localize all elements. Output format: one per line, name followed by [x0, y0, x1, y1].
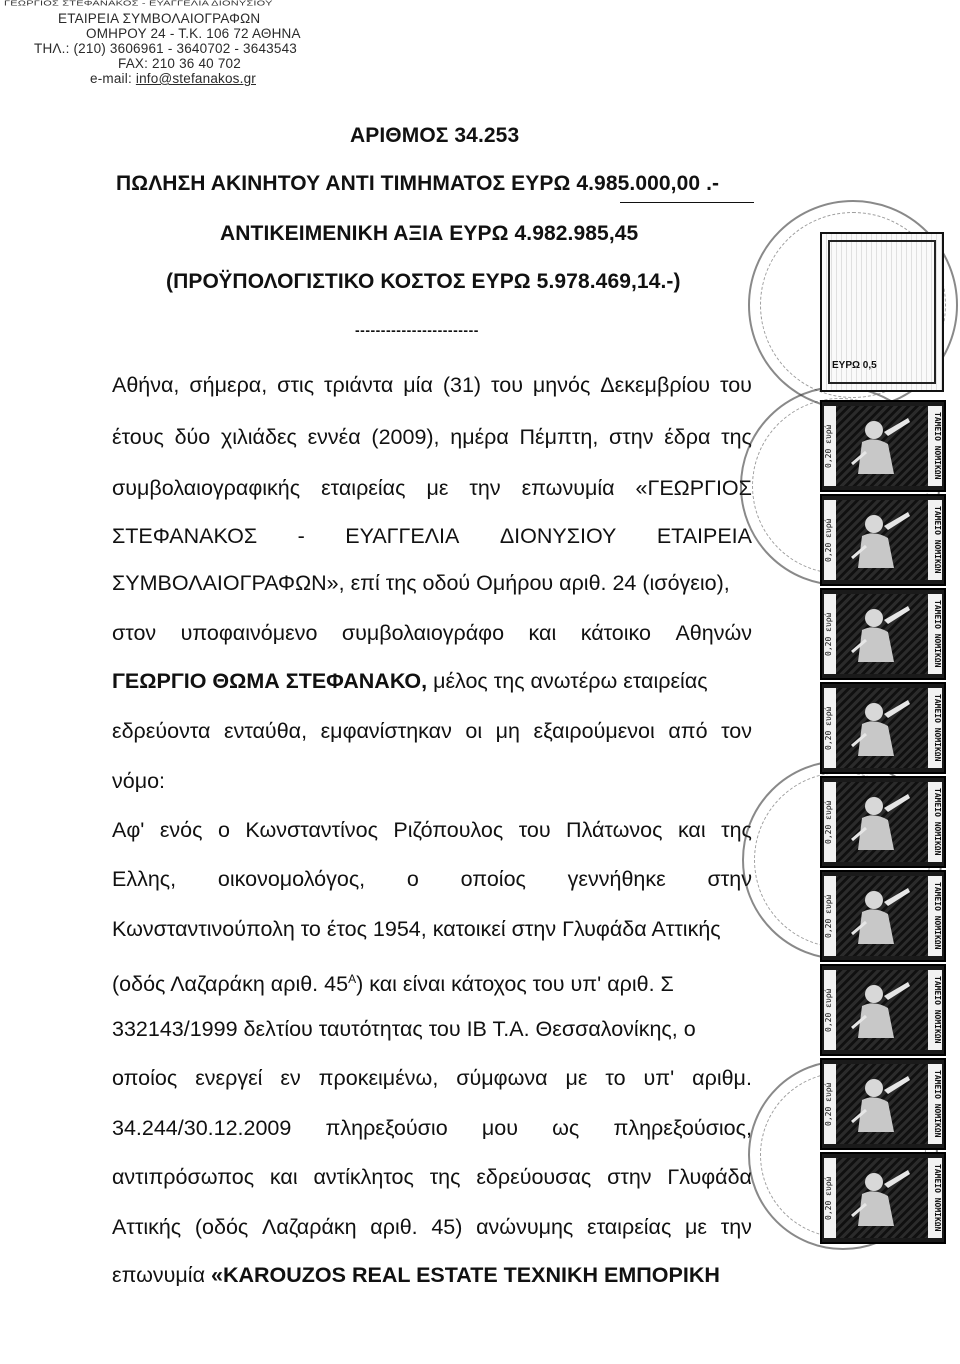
word: ανώνυμης [476, 1215, 574, 1239]
word: και [269, 1165, 298, 1189]
word: ΕΥΑΓΓΕΛΙΑ [345, 524, 460, 548]
stamp-denomination: 0,20 ευρώ [824, 876, 836, 956]
word: και [528, 621, 557, 645]
sale-title: ΠΩΛΗΣΗ ΑΚΙΝΗΤΟΥ ΑΝΤΙ ΤΙΜΗΜΑΤΟΣ ΕΥΡΩ 4.985.000,00 .- [116, 172, 720, 195]
revenue-stamp [820, 776, 946, 868]
stamp-value: ΕΥΡΩ 0,5 [832, 360, 877, 371]
word: ημέρα [450, 425, 509, 449]
word: και [677, 818, 706, 842]
body-line [112, 1262, 720, 1288]
word: της [721, 818, 752, 842]
stamp-issuer: ΤΑΜΕΙΟ ΝΟΜΙΚΩΝ [928, 594, 942, 674]
objective-value: ΑΝΤΙΚΕΙΜΕΝΙΚΗ ΑΞΙΑ ΕΥΡΩ 4.982.985,45 [220, 222, 639, 245]
word: εδρεύουσας [476, 1165, 592, 1189]
stamp-denomination: 0,20 ευρώ [824, 782, 836, 862]
word: δύο [174, 425, 211, 449]
stamp-issuer: ΤΑΜΕΙΟ ΝΟΜΙΚΩΝ [928, 782, 942, 862]
word: οικονομολόγος, [217, 867, 366, 891]
letterhead [0, 0, 340, 86]
revenue-stamp [820, 870, 946, 962]
word: αντιπρόσωπος [112, 1165, 255, 1189]
stamp-denomination: 0,20 ευρώ [824, 1158, 836, 1238]
revenue-stamp [820, 964, 946, 1056]
revenue-stamp [820, 682, 946, 774]
word: του [518, 818, 551, 842]
word: Γλυφάδα [667, 1165, 752, 1189]
word: 45) [431, 1215, 463, 1239]
word: πληρεξούσιο [325, 1116, 448, 1140]
body-line [112, 817, 752, 843]
budget-cost: (ΠΡΟΫΠΟΛΟΓΙΣΤΙΚΟ ΚΟΣΤΟΣ ΕΥΡΩ 5.978.469,14.-) [166, 270, 681, 293]
word: με [565, 1066, 588, 1090]
word: συμβολαιογραφικής [112, 476, 301, 500]
price-underline [620, 202, 754, 203]
justice-figure-icon [844, 694, 914, 764]
word: οποίος [112, 1066, 178, 1090]
body-line [112, 1115, 752, 1141]
word: εν [280, 1066, 301, 1090]
stamp-issuer: ΤΑΜΕΙΟ ΝΟΜΙΚΩΝ [928, 688, 942, 768]
word: εδρεύοντα [112, 719, 211, 743]
word: αριθ. [370, 1215, 418, 1239]
word: ο [217, 818, 230, 842]
letterhead-email [0, 71, 340, 86]
body-line [112, 620, 752, 646]
letterhead-address: ΟΜΗΡΟΥ 24 - Τ.Κ. 106 72 ΑΘΗΝΑ [86, 26, 301, 41]
word: εξαιρούμενοι [533, 719, 655, 743]
word: έτους [112, 425, 164, 449]
body-line [112, 372, 752, 398]
word: μη [495, 719, 521, 743]
word: εννέα [307, 425, 361, 449]
stamp-issuer: ΤΑΜΕΙΟ ΝΟΜΙΚΩΝ [928, 876, 942, 956]
body-line [112, 523, 752, 549]
stamp-issuer: ΤΑΜΕΙΟ ΝΟΜΙΚΩΝ [928, 500, 942, 580]
stamp-denomination: 0,20 ευρώ [824, 594, 836, 674]
body-line [112, 1164, 752, 1190]
stamp-issuer: ΤΑΜΕΙΟ ΝΟΜΙΚΩΝ [928, 1158, 942, 1238]
word: μου [481, 1116, 518, 1140]
word: σήμερα, [189, 373, 268, 397]
word: Δεκεμβρίου [600, 373, 711, 397]
revenue-stamps [812, 232, 950, 1280]
word: σύμφωνα [456, 1066, 548, 1090]
word: της [721, 425, 752, 449]
body-line [112, 424, 752, 450]
word: πληρεξούσιος, [613, 1116, 752, 1140]
justice-figure-icon [844, 976, 914, 1046]
word: με [426, 476, 449, 500]
email-label: e-mail: [90, 71, 132, 86]
stamp-denomination: 0,20 ευρώ [824, 406, 836, 486]
body-line [112, 966, 674, 997]
word: Αθηνών [675, 621, 752, 645]
word: (31) [442, 373, 482, 397]
stamp-denomination: 0,20 ευρώ [824, 688, 836, 768]
word: ο [406, 867, 419, 891]
stamp-issuer: ΤΑΜΕΙΟ ΝΟΜΙΚΩΝ [928, 1064, 942, 1144]
word: στις [277, 373, 315, 397]
justice-figure-icon [844, 506, 914, 576]
word: υπ' [643, 1066, 675, 1090]
letterhead-fax: FAX: 210 36 40 702 [118, 56, 241, 71]
word: (2009), [371, 425, 440, 449]
word: του [491, 373, 523, 397]
body-line [112, 475, 752, 501]
stamp-denomination: 0,20 ευρώ [824, 1064, 836, 1144]
stamp-issuer: ΤΑΜΕΙΟ ΝΟΜΙΚΩΝ [928, 970, 942, 1050]
word: μία [403, 373, 433, 397]
word: τριάντα [324, 373, 394, 397]
body-text: ) και είναι κάτοχος του υπ' αριθ. Σ [356, 972, 674, 997]
separator: ------------------------ [355, 322, 479, 338]
word: κάτοικο [580, 621, 651, 645]
word: Αθήνα, [112, 373, 180, 397]
word: στην [707, 867, 752, 891]
body-line: Κωνσταντινούπολη το έτος 1954, κατοικεί στην Γλυφάδα Αττικής [112, 917, 721, 941]
body-line [112, 668, 708, 694]
revenue-stamp [820, 588, 946, 680]
word: χιλιάδες [220, 425, 297, 449]
notary-name: ΓΕΩΡΓΙΟ ΘΩΜΑ ΣΤΕΦΑΝΑΚΟ, [112, 669, 428, 693]
word: την [469, 476, 501, 500]
word: 34.244/30.12.2009 [112, 1116, 292, 1140]
justice-figure-icon [844, 1164, 914, 1234]
word: ΕΤΑΙΡΕΙΑ [656, 524, 752, 548]
justice-figure-icon [844, 788, 914, 858]
letterhead-company: ΕΤΑΙΡΕΙΑ ΣΥΜΒΟΛΑΙΟΓΡΑΦΩΝ [58, 11, 261, 26]
word: ενός [159, 818, 203, 842]
word: «ΓΕΩΡΓΙΟΣ [635, 476, 752, 500]
justice-figure-icon [844, 412, 914, 482]
word: εμφανίστηκαν [320, 719, 452, 743]
superscript: Α [348, 972, 357, 986]
body-line: νόμο: [112, 769, 166, 793]
deed-number: ΑΡΙΘΜΟΣ 34.253 [350, 124, 520, 147]
word: ενεργεί [195, 1066, 263, 1090]
word: τον [721, 719, 752, 743]
word: ενταύθα, [223, 719, 308, 743]
word: εταιρείας [586, 1215, 672, 1239]
word: οποίος [460, 867, 526, 891]
word: μηνός [532, 373, 591, 397]
word: αντίκλητος [313, 1165, 414, 1189]
justice-figure-icon [844, 1070, 914, 1140]
revenue-stamp [820, 400, 946, 492]
revenue-stamp [820, 1058, 946, 1150]
body-line [112, 866, 752, 892]
word: Κωνσταντίνος [245, 818, 378, 842]
word: με [685, 1215, 708, 1239]
word: στην [607, 1165, 652, 1189]
word: στην [609, 425, 654, 449]
body-line [112, 1065, 752, 1091]
word: το [605, 1066, 626, 1090]
word: Αφ' [112, 818, 145, 842]
word: υποφαινόμενο [180, 621, 318, 645]
word: Αττικής [112, 1215, 182, 1239]
word: εταιρείας [321, 476, 406, 500]
word: ΣΤΕΦΑΝΑΚΟΣ [112, 524, 258, 548]
word: ως [552, 1116, 580, 1140]
word: της [429, 1165, 461, 1189]
word: στον [112, 621, 157, 645]
word: - [297, 524, 305, 548]
letterhead-name: ΓΕΩΡΓΙΟΣ ΣΤΕΦΑΝΑΚΟΣ - ΕΥΑΓΓΕΛΙΑ ΔΙΟΝΥΣΙΟΥ [4, 0, 273, 8]
word: οι [465, 719, 483, 743]
word: Ριζόπουλος [393, 818, 504, 842]
word: από [668, 719, 708, 743]
stamp-denomination: 0,20 ευρώ [824, 500, 836, 580]
stamp-issuer: ΤΑΜΕΙΟ ΝΟΜΙΚΩΝ [928, 406, 942, 486]
revenue-stamp [820, 494, 946, 586]
word: προκειμένω, [318, 1066, 439, 1090]
word: ΔΙΟΝΥΣΙΟΥ [499, 524, 617, 548]
word: Πέμπτη, [519, 425, 599, 449]
word: την [720, 1215, 752, 1239]
email-link[interactable]: info@stefanakos.gr [135, 71, 256, 86]
word: (οδός [194, 1215, 249, 1239]
word: Πλάτωνος [566, 818, 663, 842]
word: του [720, 373, 752, 397]
revenue-stamp [820, 1152, 946, 1244]
word: αριθμ. [692, 1066, 752, 1090]
word: συμβολαιογράφο [341, 621, 505, 645]
body-text: επωνυμία [112, 1263, 206, 1287]
justice-figure-icon [844, 600, 914, 670]
company-name: «KAROUZOS REAL ESTATE ΤΕΧΝΙΚΗ ΕΜΠΟΡΙΚΗ [211, 1263, 720, 1287]
stamp-denomination: 0,20 ευρώ [824, 970, 836, 1050]
body-text: μέλος της ανωτέρω εταιρείας [433, 669, 708, 693]
body-line: ΣΥΜΒΟΛΑΙΟΓΡΑΦΩΝ», επί της οδού Ομήρου αριθ. 24 (ισόγειο), [112, 571, 730, 595]
word: Ελλης, [112, 867, 177, 891]
word: Λαζαράκη [261, 1215, 357, 1239]
body-line: 332143/1999 δελτίου ταυτότητας του ΙΒ Τ.Α. Θεσσαλονίκης, ο [112, 1017, 696, 1041]
letterhead-phone: ΤΗΛ.: (210) 3606961 - 3640702 - 3643543 [34, 41, 297, 56]
body-line [112, 1214, 752, 1240]
body-text: (οδός Λαζαράκη αριθ. 45 [112, 972, 349, 997]
word: γεννήθηκε [567, 867, 666, 891]
body-line [112, 718, 752, 744]
word: επωνυμία [521, 476, 615, 500]
word: έδρα [664, 425, 711, 449]
justice-figure-icon [844, 882, 914, 952]
